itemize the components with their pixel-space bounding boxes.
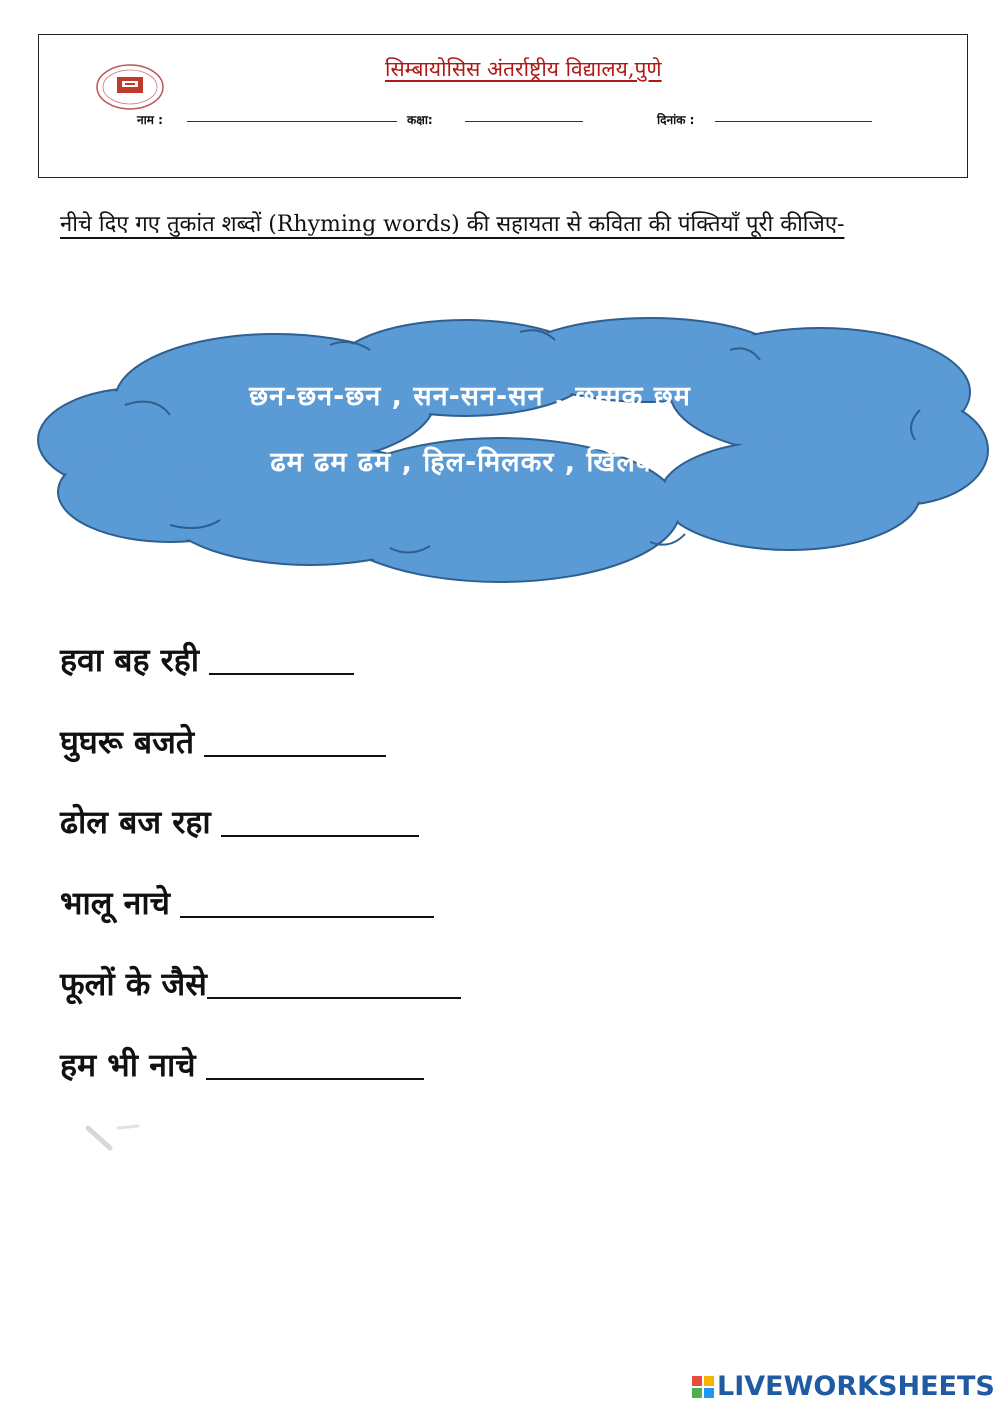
answer-blank[interactable] — [207, 967, 461, 999]
answer-blank[interactable] — [206, 1048, 424, 1080]
word-bank-line-2: ढम ढम ढम , हिल-मिलकर , खिलकर — [270, 447, 670, 478]
question-text: ढोल बज रहा — [60, 803, 211, 841]
question-text: भालू नाचे — [60, 884, 170, 922]
liveworksheets-logo-icon — [692, 1376, 714, 1398]
name-label: नाम : — [137, 113, 163, 127]
school-name: सिम्बायोसिस अंतर्राष्ट्रीय विद्यालय,पुणे — [385, 57, 662, 81]
question-row — [60, 881, 434, 924]
question-text: हम भी नाचे — [60, 1046, 196, 1084]
question-row — [60, 1043, 424, 1086]
class-label: कक्षा: — [407, 113, 433, 127]
faint-mark-icon — [80, 1118, 150, 1158]
question-text: हवा बह रही — [60, 641, 199, 679]
worksheet-header — [38, 34, 968, 178]
question-row — [60, 720, 386, 763]
liveworksheets-brand[interactable] — [692, 1371, 995, 1402]
answer-blank[interactable] — [221, 805, 419, 837]
question-row — [60, 800, 419, 843]
word-bank-line-1: छन-छन-छन , सन-सन-सन , छम्मक छम — [249, 381, 691, 412]
question-row — [60, 638, 354, 681]
date-field[interactable] — [715, 121, 872, 122]
answer-blank[interactable] — [180, 886, 434, 918]
question-row — [60, 962, 461, 1005]
question-text: घुघरू बजते — [60, 723, 195, 761]
answer-blank[interactable] — [204, 725, 386, 757]
question-text: फूलों के जैसे — [60, 965, 207, 1003]
class-field[interactable] — [465, 121, 583, 122]
answer-blank[interactable] — [209, 643, 354, 675]
date-label: दिनांक : — [657, 113, 695, 127]
name-field[interactable] — [187, 121, 397, 122]
school-logo-icon — [95, 63, 165, 111]
brand-text: LIVEWORKSHEETS — [717, 1371, 995, 1402]
instruction-text: नीचे दिए गए तुकांत शब्दों (Rhyming words) की सहायता से कविता की पंक्तियाँ पूरी कीजिए- — [60, 212, 845, 237]
